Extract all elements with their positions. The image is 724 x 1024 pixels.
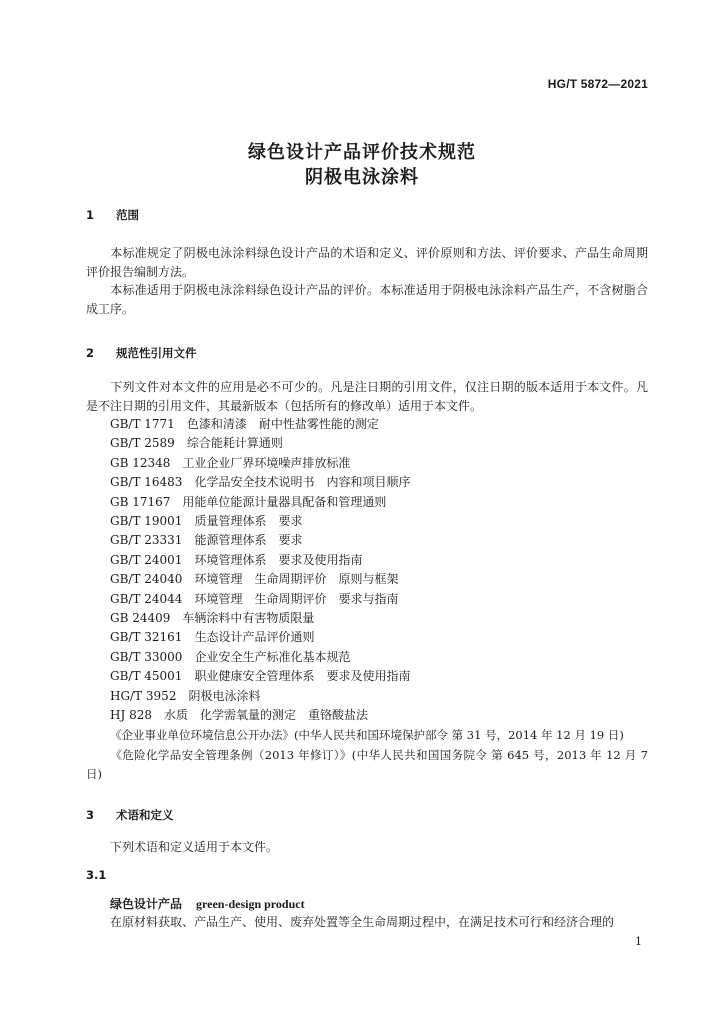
section-title: 规范性引用文件: [116, 346, 197, 360]
subsection-3-1-number: 3.1: [86, 868, 107, 882]
section-1-heading: [86, 207, 139, 223]
term-definition: 在原材料获取、产品生产、使用、废弃处置等全生命周期过程中，在满足技术可行和经济合理的: [110, 915, 615, 929]
section-number: 2: [86, 346, 95, 360]
section-2-intro: 下列文件对本文件的应用是必不可少的。凡是注日期的引用文件，仅注日期的版本适用于本文件。凡是不注日期的引用文件，其最新版本（包括所有的修改单）适用于本文件。: [86, 380, 648, 413]
page-number: 1: [635, 935, 642, 948]
section-number: 1: [86, 208, 95, 222]
reference-item: GB/T 16483 化学品安全技术说明书 内容和项目顺序: [110, 475, 411, 490]
reference-item: GB/T 1771 色漆和清漆 耐中性盐雾性能的测定: [110, 417, 379, 431]
section-1-paragraph-1: 本标准规定了阴极电泳涂料绿色设计产品的术语和定义、评价原则和方法、评价要求、产品生命周期评价报告编制方法。: [86, 246, 648, 279]
section-2-heading: [86, 345, 197, 361]
reference-item: GB/T 24040 环境管理 生命周期评价 原则与框架: [110, 572, 399, 587]
reference-item: GB/T 33000 企业安全生产标准化基本规范: [110, 649, 351, 664]
term-chinese: 绿色设计产品: [110, 897, 183, 911]
reference-item: GB 17167 用能单位能源计量器具配备和管理通则: [110, 494, 387, 509]
reference-item: HJ 828 水质 化学需氧量的测定 重铬酸盐法: [110, 708, 369, 723]
reference-item: GB/T 45001 职业健康安全管理体系 要求及使用指南: [110, 669, 411, 684]
section-1-paragraph-2: 本标准适用于阴极电泳涂料绿色设计产品的评价。本标准适用于阴极电泳涂料产品生产，不含树脂合成工序。: [86, 283, 648, 316]
reference-item: GB 12348 工业企业厂界环境噪声排放标准: [110, 455, 351, 470]
term-english: green-design product: [196, 897, 305, 911]
section-number: 3: [86, 808, 95, 822]
regulation-2: 《危险化学品安全管理条例（2013 年修订）》(中华人民共和国国务院令 第 645 号，2013 年 12 月 7 日): [86, 748, 648, 781]
title-line-1: 绿色设计产品评价技术规范: [248, 142, 476, 163]
section-title: 术语和定义: [116, 808, 174, 822]
reference-item: GB/T 32161 生态设计产品评价通则: [110, 630, 315, 645]
document-code: HG/T 5872—2021: [547, 77, 648, 91]
title-line-2: 阴极电泳涂料: [305, 167, 419, 188]
reference-item: GB/T 23331 能源管理体系 要求: [110, 533, 303, 548]
reference-item: GB/T 2589 综合能耗计算通则: [110, 436, 283, 451]
reference-item: GB/T 19001 质量管理体系 要求: [110, 514, 303, 529]
section-3-heading: [86, 807, 174, 823]
section-title: 范围: [116, 208, 139, 222]
reference-item: GB 24409 车辆涂料中有害物质限量: [110, 611, 315, 626]
regulation-1: 《企业事业单位环境信息公开办法》(中华人民共和国环境保护部令 第 31 号，2014 年 12 月 19 日): [110, 728, 624, 742]
reference-item: GB/T 24001 环境管理体系 要求及使用指南: [110, 552, 363, 567]
term-heading: [110, 895, 305, 912]
section-3-intro: 下列术语和定义适用于本文件。: [110, 840, 279, 854]
reference-item: HG/T 3952 阴极电泳涂料: [110, 688, 261, 703]
reference-item: GB/T 24044 环境管理 生命周期评价 要求与指南: [110, 591, 399, 606]
reference-list: [110, 415, 410, 726]
